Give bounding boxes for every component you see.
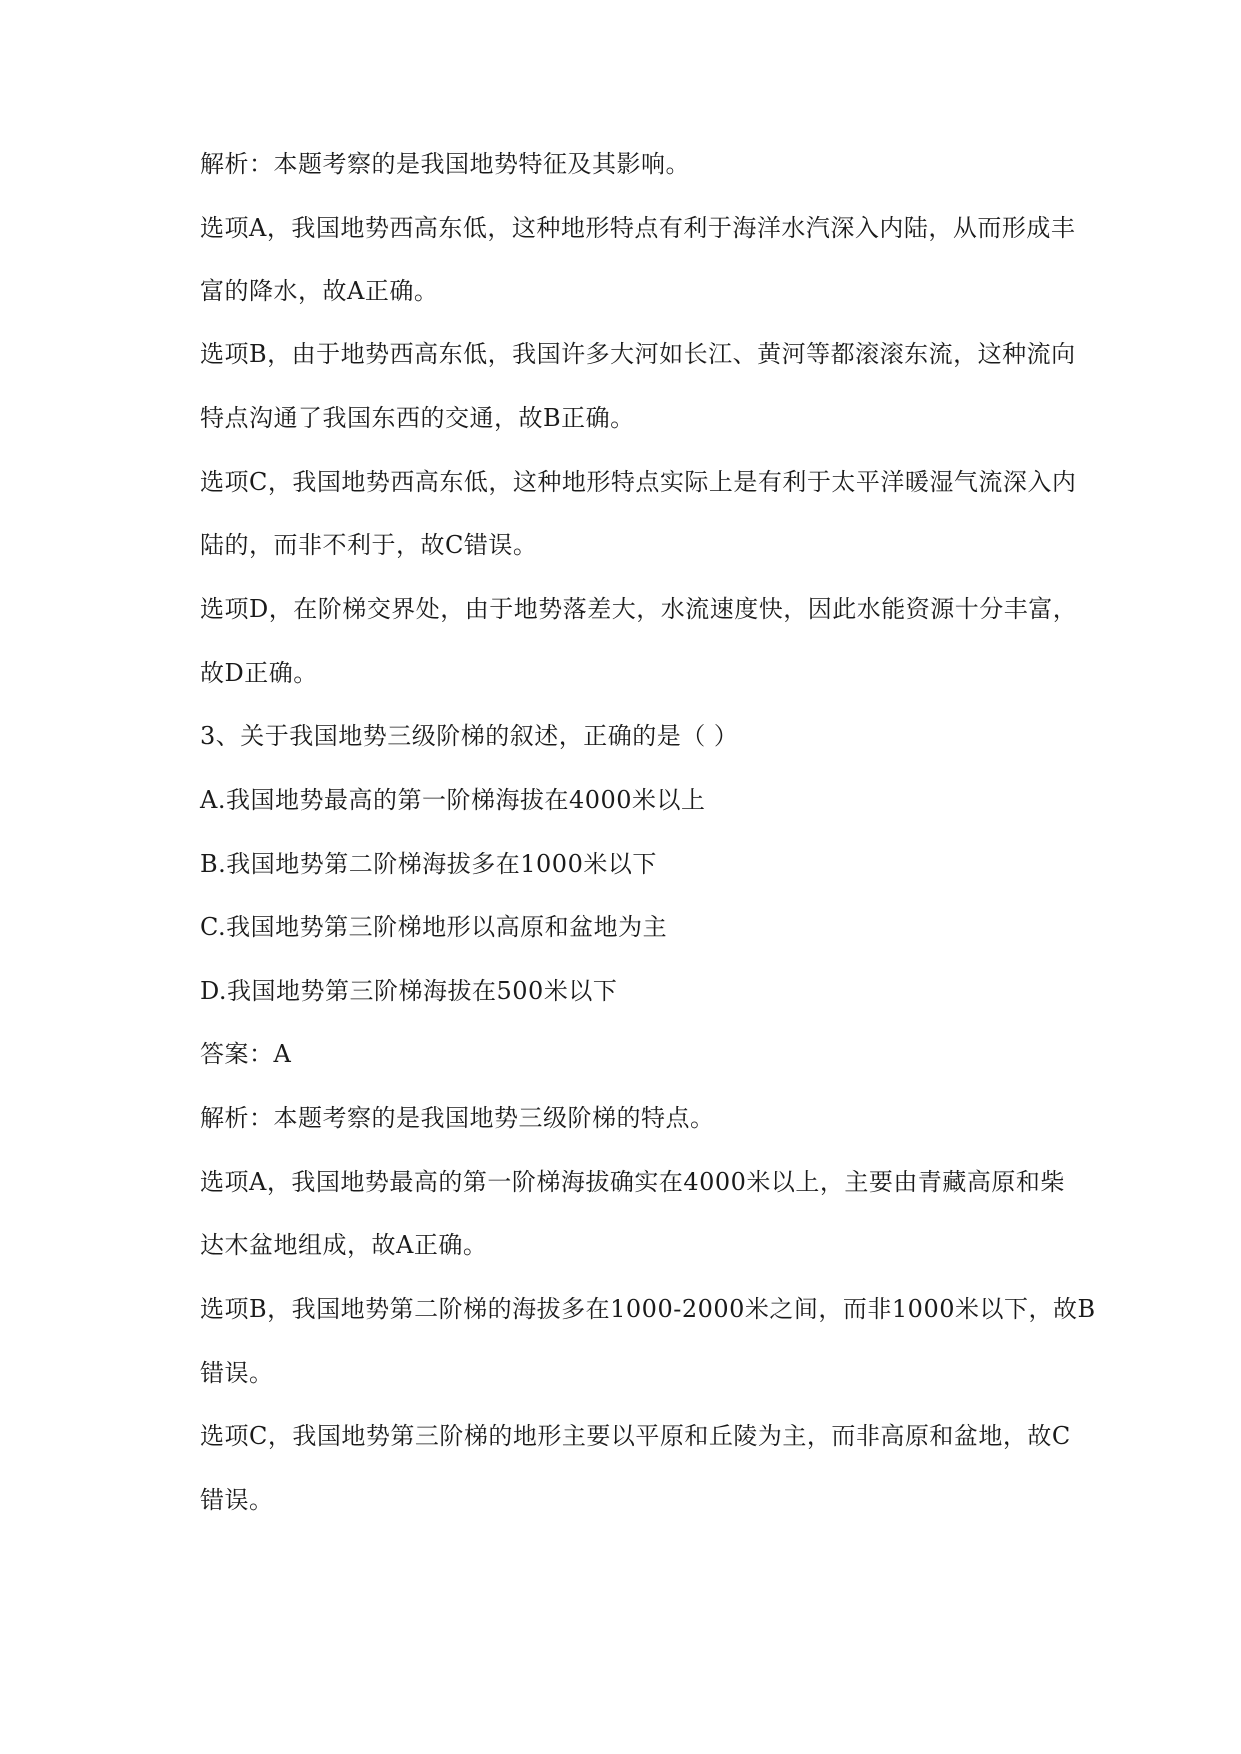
option-c-explanation-cont: 陆的，而非不利于，故C错误。 — [200, 531, 538, 559]
choice-a: A.我国地势最高的第一阶梯海拔在4000米以上 — [200, 786, 706, 814]
analysis-line-2: 解析：本题考察的是我国地势三级阶梯的特点。 — [200, 1104, 715, 1132]
choice-b: B.我国地势第二阶梯海拔多在1000米以下 — [200, 850, 657, 878]
option-b-analysis-cont: 错误。 — [200, 1359, 274, 1387]
option-a-explanation-cont: 富的降水，故A正确。 — [200, 277, 439, 305]
question-3: 3、关于我国地势三级阶梯的叙述，正确的是（ ） — [200, 722, 739, 750]
choice-d: D.我国地势第三阶梯海拔在500米以下 — [200, 977, 618, 1005]
option-a-analysis: 选项A，我国地势最高的第一阶梯海拔确实在4000米以上，主要由青藏高原和柴 — [200, 1168, 1065, 1196]
answer-line: 答案：A — [200, 1040, 292, 1068]
option-b-analysis: 选项B，我国地势第二阶梯的海拔多在1000-2000米之间，而非1000米以下，故B — [200, 1295, 1096, 1323]
option-a-analysis-cont: 达木盆地组成，故A正确。 — [200, 1231, 488, 1259]
option-d-explanation-cont: 故D正确。 — [200, 659, 318, 687]
option-c-analysis: 选项C，我国地势第三阶梯的地形主要以平原和丘陵为主，而非高原和盆地，故C — [200, 1422, 1071, 1450]
option-c-explanation: 选项C，我国地势西高东低，这种地形特点实际上是有利于太平洋暖湿气流深入内 — [200, 468, 1077, 496]
option-d-explanation: 选项D，在阶梯交界处，由于地势落差大，水流速度快，因此水能资源十分丰富， — [200, 595, 1078, 623]
analysis-line: 解析：本题考察的是我国地势特征及其影响。 — [200, 150, 690, 178]
option-a-explanation: 选项A，我国地势西高东低，这种地形特点有利于海洋水汽深入内陆，从而形成丰 — [200, 214, 1076, 242]
option-c-analysis-cont: 错误。 — [200, 1486, 274, 1514]
option-b-explanation-cont: 特点沟通了我国东西的交通，故B正确。 — [200, 404, 635, 432]
option-b-explanation: 选项B，由于地势西高东低，我国许多大河如长江、黄河等都滚滚东流，这种流向 — [200, 340, 1076, 368]
choice-c: C.我国地势第三阶梯地形以高原和盆地为主 — [200, 913, 668, 941]
